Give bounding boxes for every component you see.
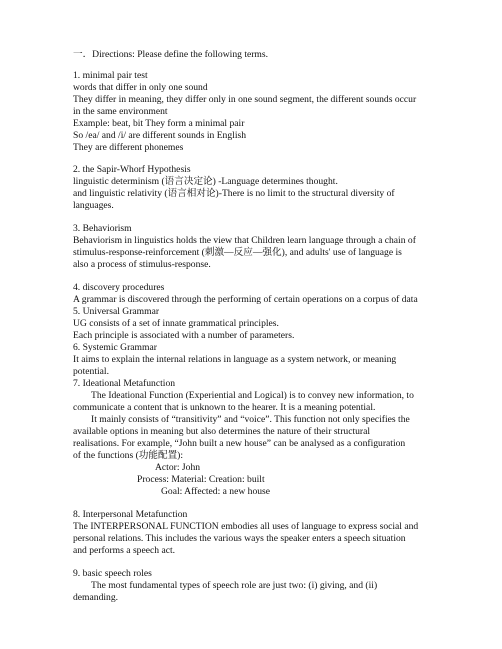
term-heading-7: 7. Ideational Metafunction: [73, 378, 176, 389]
term-heading-5: 5. Universal Grammar: [73, 306, 160, 317]
text-line: It mainly consists of “transitivity” and “voice”. This function not only specifies the: [91, 414, 410, 425]
text-line: also a process of stimulus-response.: [73, 259, 211, 270]
text-line: demanding.: [73, 592, 119, 603]
text-line: Behaviorism in linguistics holds the view that Children learn language through a chain of: [73, 235, 416, 246]
section-heading: 一．Directions: Please define the following terms.: [73, 49, 269, 60]
text-line: available options in meaning but also determines the nature of their structural: [73, 426, 371, 437]
analysis-line-goal: Goal: Affected: a new house: [161, 486, 271, 497]
text-line: stimulus-response-reinforcement (刺激—反应—强化), and adults' use of language is: [73, 247, 402, 258]
term-heading-1: 1. minimal pair test: [73, 70, 148, 81]
text-line: A grammar is discovered through the performing of certain operations on a corpus of data: [73, 294, 418, 305]
term-heading-3: 3. Behaviorism: [73, 223, 132, 234]
analysis-line-process: Process: Material: Creation: built: [137, 474, 265, 485]
text-line: They are different phonemes: [73, 142, 184, 153]
text-line: and linguistic relativity (语言相对论)-There is no limit to the structural diversity of: [73, 188, 395, 199]
text-line: So /ea/ and /i/ are different sounds in English: [73, 130, 247, 141]
text-line: Each principle is associated with a number of parameters.: [73, 330, 295, 341]
term-heading-8: 8. Interpersonal Metafunction: [73, 509, 188, 520]
text-line: communicate a content that is unknown to the hearer. It is a meaning potential.: [73, 402, 376, 413]
analysis-line-actor: Actor: John: [155, 462, 201, 473]
text-line: The INTERPERSONAL FUNCTION embodies all uses of language to express social and: [73, 521, 419, 532]
text-line: The Ideational Function (Experiential and Logical) is to convey new information, to: [91, 390, 414, 401]
text-line: The most fundamental types of speech role are just two: (i) giving, and (ii): [91, 580, 378, 591]
term-heading-2: 2. the Sapir-Whorf Hypothesis: [73, 164, 191, 175]
text-line: words that differ in only one sound: [73, 82, 208, 93]
text-line: personal relations. This includes the various ways the speaker enters a speech situation: [73, 533, 406, 544]
text-line: of the functions (功能配置):: [73, 450, 184, 461]
term-heading-6: 6. Systemic Grammar: [73, 342, 157, 353]
text-line: It aims to explain the internal relations in language as a system network, or meaning: [73, 354, 397, 365]
text-line: UG consists of a set of innate grammatical principles.: [73, 318, 279, 329]
term-heading-9: 9. basic speech roles: [73, 568, 152, 579]
text-line: They differ in meaning, they differ only in one sound segment, the different sounds occur: [73, 94, 417, 105]
text-line: and performs a speech act.: [73, 545, 176, 556]
text-line: languages.: [73, 200, 114, 211]
text-line: realisations. For example, “John built a new house” can be analysed as a configuration: [73, 438, 406, 449]
term-heading-4: 4. discovery procedures: [73, 282, 165, 293]
text-line: in the same environment: [73, 106, 168, 117]
text-line: potential.: [73, 366, 109, 377]
text-line: linguistic determinism (语言决定论) -Language determines thought.: [73, 176, 338, 187]
text-line: Example: beat, bit They form a minimal pair: [73, 118, 245, 129]
